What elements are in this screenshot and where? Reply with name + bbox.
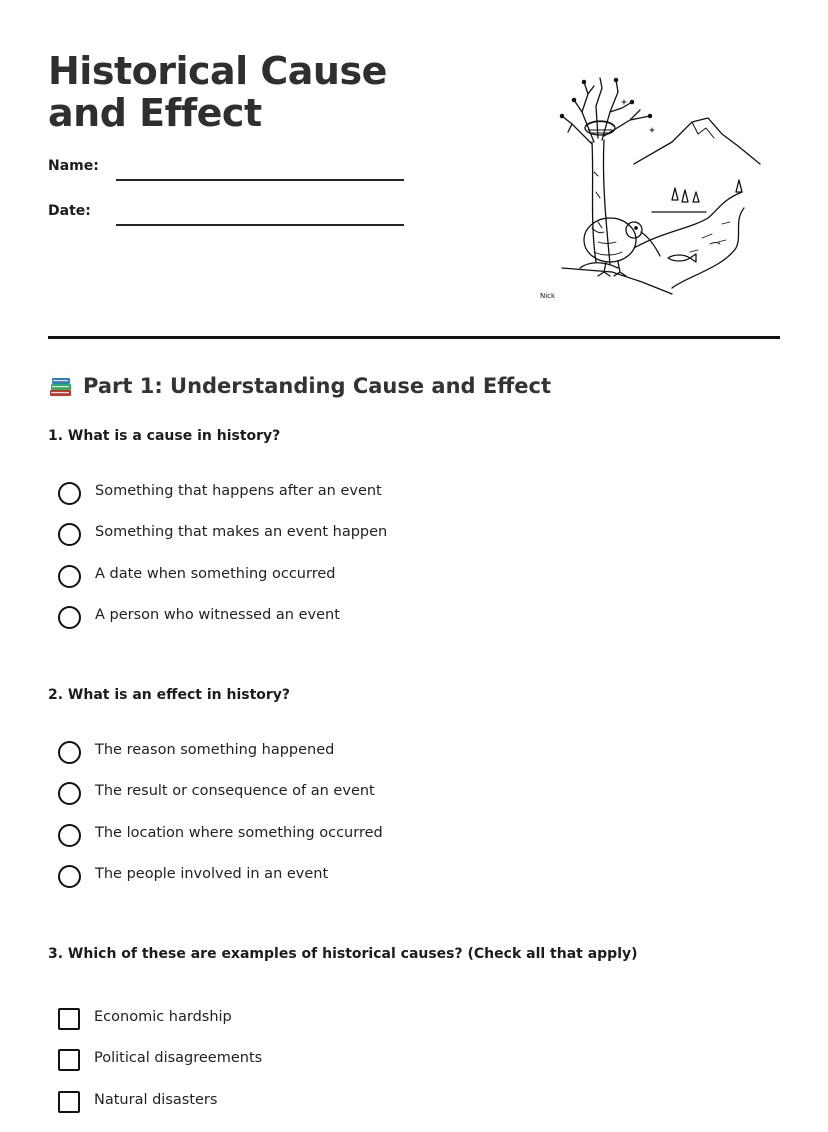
question-3-text: 3. Which of these are examples of historical causes? (Check all that apply) xyxy=(48,946,638,962)
question-2-options xyxy=(58,741,758,906)
option-label: The result or consequence of an event xyxy=(95,783,375,800)
question-3-options xyxy=(58,1008,758,1132)
date-input-line[interactable] xyxy=(116,224,404,226)
worksheet-title: Historical Cause and Effect xyxy=(48,49,387,135)
radio-button[interactable] xyxy=(58,824,81,847)
answer-option[interactable] xyxy=(58,565,758,606)
option-label: Something that happens after an event xyxy=(95,483,382,499)
date-field xyxy=(48,203,408,227)
answer-option[interactable] xyxy=(58,741,758,782)
option-label: Political disagreements xyxy=(94,1050,263,1067)
answer-option[interactable] xyxy=(58,482,758,523)
question-1-options xyxy=(58,482,758,647)
answer-option[interactable] xyxy=(58,782,758,823)
option-label: A date when something occurred xyxy=(95,565,336,582)
radio-button[interactable] xyxy=(58,782,81,805)
answer-option[interactable] xyxy=(58,1049,758,1090)
option-label: Natural disasters xyxy=(94,1091,218,1108)
option-label: A person who witnessed an event xyxy=(95,606,340,623)
answer-option[interactable] xyxy=(58,1091,758,1132)
answer-option[interactable] xyxy=(58,606,758,647)
worksheet-header xyxy=(48,0,780,340)
checkbox[interactable] xyxy=(58,1008,80,1030)
option-label: The reason something happened xyxy=(95,742,335,758)
radio-button[interactable] xyxy=(58,865,81,888)
books-icon xyxy=(48,373,74,399)
question-2 xyxy=(48,687,780,882)
checkbox[interactable] xyxy=(58,1049,80,1071)
radio-button[interactable] xyxy=(58,565,81,588)
answer-option[interactable] xyxy=(58,824,758,865)
option-label: The people involved in an event xyxy=(95,865,329,882)
checkbox[interactable] xyxy=(58,1091,80,1113)
part1-heading-text: Part 1: Understanding Cause and Effect xyxy=(83,374,551,398)
name-input-line[interactable] xyxy=(116,179,404,181)
radio-button[interactable] xyxy=(58,523,81,546)
date-label: Date: xyxy=(48,203,91,219)
option-label: The location where something occurred xyxy=(95,824,383,841)
radio-button[interactable] xyxy=(58,741,81,764)
question-2-text: 2. What is an effect in history? xyxy=(48,687,291,703)
option-label: Economic hardship xyxy=(94,1009,232,1025)
name-field xyxy=(48,158,408,182)
kiwi-landscape-illustration xyxy=(522,72,772,302)
radio-button[interactable] xyxy=(58,482,81,505)
radio-button[interactable] xyxy=(58,606,81,629)
question-1-text: 1. What is a cause in history? xyxy=(48,428,281,444)
answer-option[interactable] xyxy=(58,865,758,906)
answer-option[interactable] xyxy=(58,523,758,564)
name-label: Name: xyxy=(48,158,99,174)
option-label: Something that makes an event happen xyxy=(95,524,388,541)
question-3 xyxy=(48,946,780,1108)
svg-text:Nick: Nick xyxy=(540,292,556,300)
question-1 xyxy=(48,428,780,623)
answer-option[interactable] xyxy=(58,1008,758,1049)
header-divider xyxy=(48,336,780,339)
part1-heading xyxy=(48,373,551,399)
worksheet-page xyxy=(48,0,780,1108)
